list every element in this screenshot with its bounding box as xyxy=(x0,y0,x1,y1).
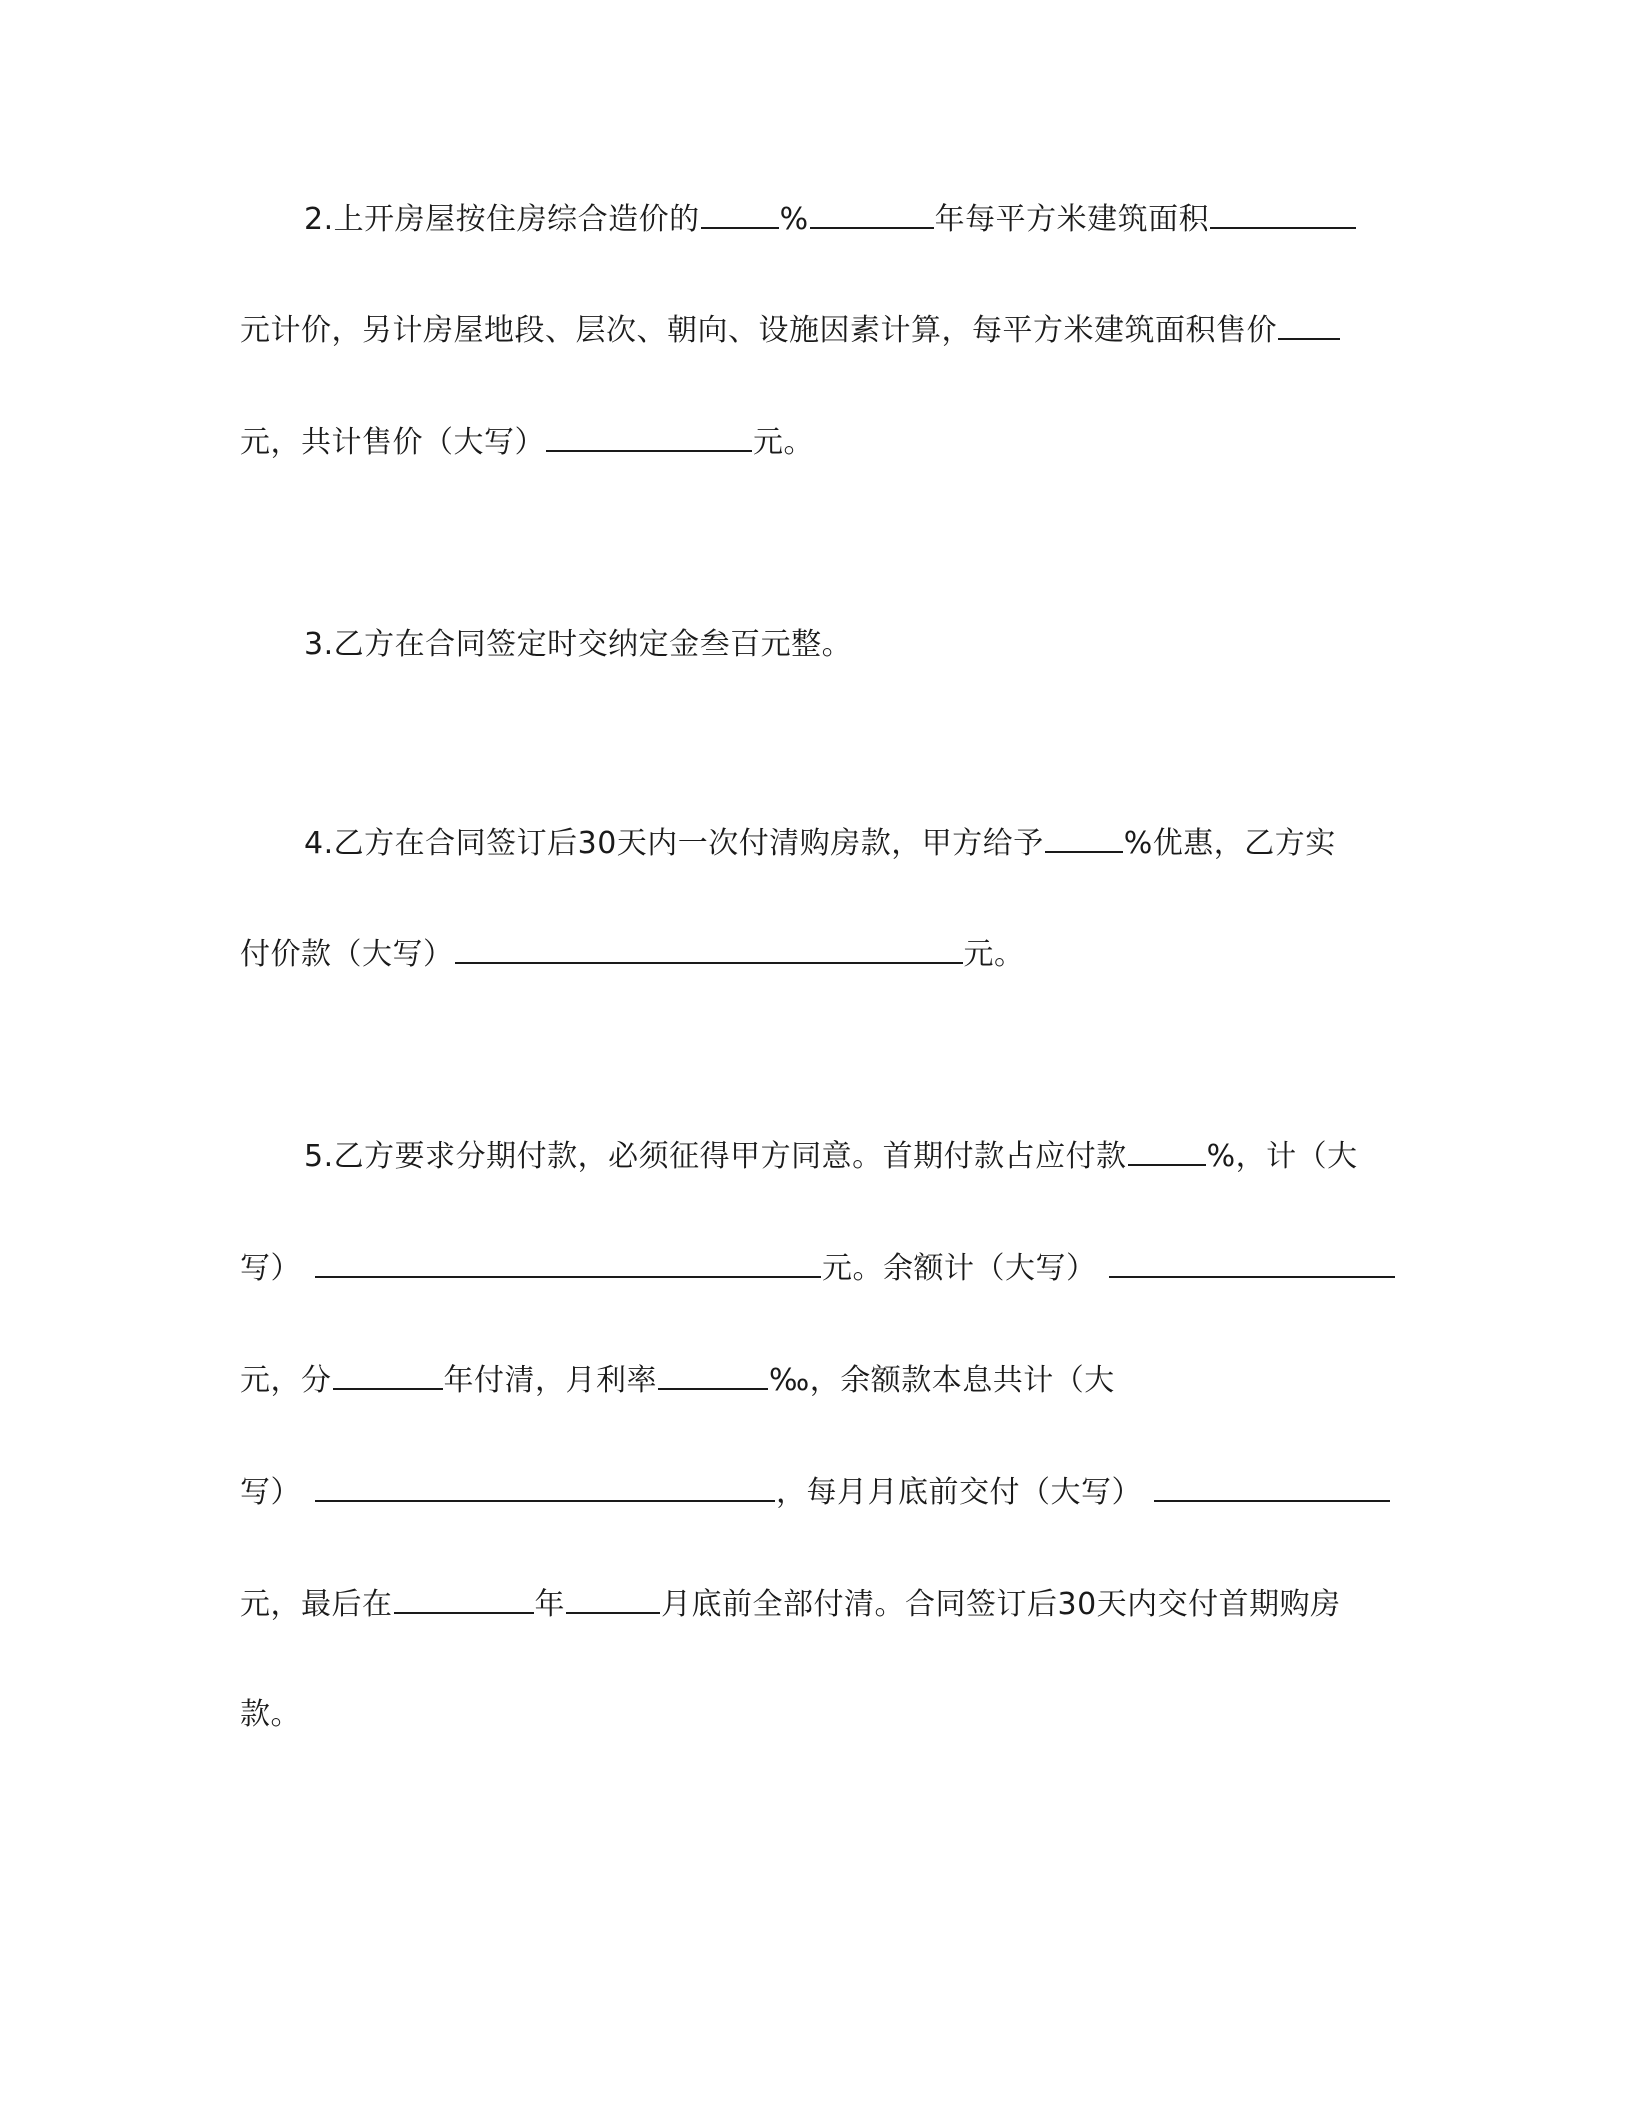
clause-4-text: 付价款（大写） xyxy=(240,937,454,972)
blank-field xyxy=(333,1354,443,1390)
blank-field xyxy=(546,416,752,452)
blank-field xyxy=(1154,1466,1390,1502)
clause-5-text: 年付清，月利率 xyxy=(443,1363,657,1398)
clause-2-line-2 xyxy=(240,304,1341,354)
clause-2-text: 元计价，另计房屋地段、层次、朝向、设施因素计算，每平方米建筑面积售价 xyxy=(240,313,1277,348)
clause-5-text: 元，最后在 xyxy=(240,1587,393,1622)
clause-4-line-1 xyxy=(304,817,1336,867)
clause-5-text: ，每月月底前交付（大写） xyxy=(776,1475,1142,1510)
blank-field xyxy=(566,1578,660,1614)
clause-5-text: 年 xyxy=(534,1587,565,1622)
clause-4-line-2 xyxy=(240,928,1025,978)
clause-5-text: 元。余额计（大写） xyxy=(822,1251,1097,1286)
clause-5-line-1 xyxy=(304,1130,1358,1180)
clause-3-line-1 xyxy=(304,620,852,670)
clause-2-line-1 xyxy=(304,193,1357,243)
clause-5-line-5 xyxy=(240,1578,1341,1628)
clause-5-line-3 xyxy=(240,1354,1115,1404)
clause-5-text: 写） xyxy=(240,1251,301,1286)
clause-5-text: 写） xyxy=(240,1475,301,1510)
clause-3-text: 3.乙方在合同签定时交纳定金叁百元整。 xyxy=(304,627,853,662)
blank-field xyxy=(658,1354,768,1390)
clause-5-text: 5.乙方要求分期付款，必须征得甲方同意。首期付款占应付款 xyxy=(304,1139,1127,1174)
blank-field xyxy=(1109,1242,1395,1278)
clause-2-line-3 xyxy=(240,416,814,466)
clause-4-text: 4.乙方在合同签订后30天内一次付清购房款，甲方给予 xyxy=(304,826,1044,861)
blank-field xyxy=(394,1578,534,1614)
blank-field xyxy=(1210,193,1356,229)
percent-sign: % xyxy=(779,202,809,237)
clause-4-text: %优惠，乙方实 xyxy=(1123,826,1336,861)
blank-field xyxy=(1278,304,1340,340)
clause-5-text: 款。 xyxy=(240,1697,301,1732)
clause-2-text: 年每平方米建筑面积 xyxy=(934,202,1210,237)
clause-2-text: 元，共计售价（大写） xyxy=(240,425,545,460)
clause-5-line-6 xyxy=(240,1690,301,1740)
clause-5-text: 元，分 xyxy=(240,1363,332,1398)
blank-field xyxy=(1128,1130,1206,1166)
clause-5-line-4 xyxy=(240,1466,1391,1516)
clause-5-text: %，计（大 xyxy=(1206,1139,1358,1174)
clause-5-text: 月底前全部付清。合同签订后30天内交付首期购房 xyxy=(661,1587,1341,1622)
clause-5-line-2 xyxy=(240,1242,1396,1292)
clause-5-text: ‰，余额款本息共计（大 xyxy=(769,1363,1115,1398)
blank-field xyxy=(315,1466,775,1502)
clause-4-text: 元。 xyxy=(963,937,1025,972)
blank-field xyxy=(1045,817,1123,853)
clause-2-text: 2.上开房屋按住房综合造价的 xyxy=(304,202,700,237)
blank-field xyxy=(455,928,963,964)
blank-field xyxy=(315,1242,821,1278)
blank-field xyxy=(810,193,934,229)
blank-field xyxy=(701,193,779,229)
clause-2-text: 元。 xyxy=(753,425,814,460)
